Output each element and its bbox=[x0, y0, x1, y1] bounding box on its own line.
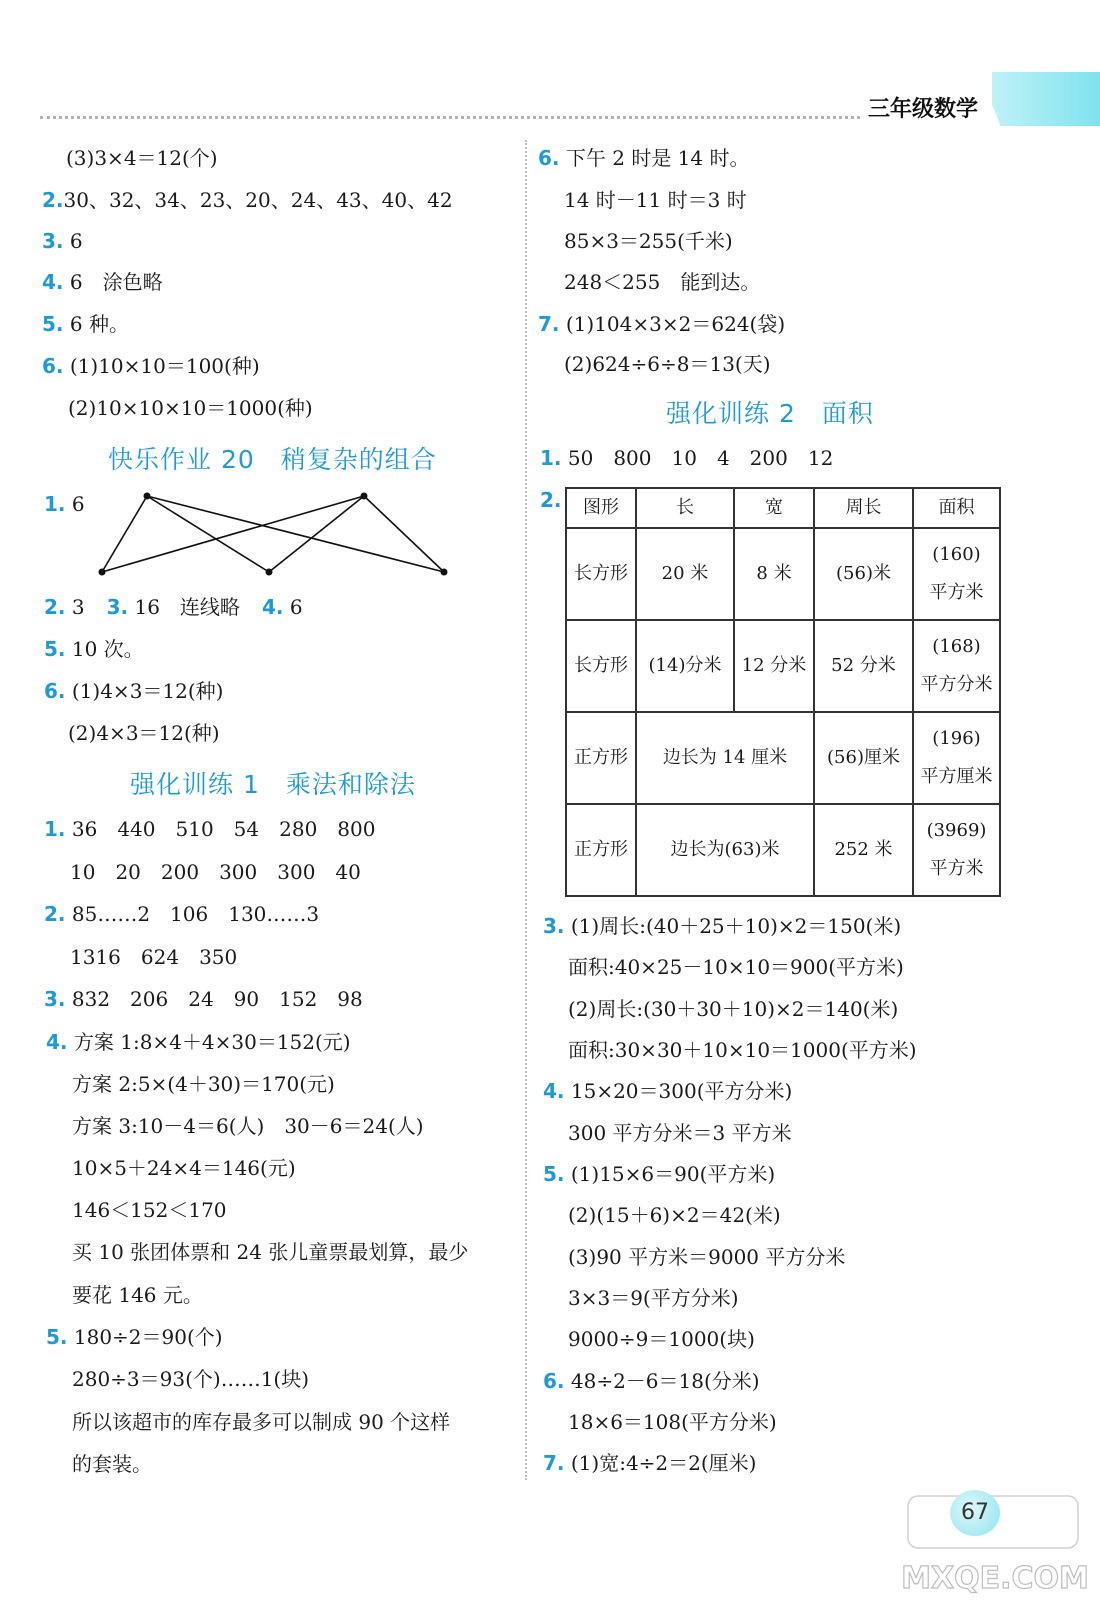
diagram-point bbox=[266, 569, 273, 576]
question-number: 2. bbox=[44, 902, 66, 926]
answer-text: 6 bbox=[69, 229, 83, 253]
answer-line bbox=[70, 858, 361, 886]
question-number: 3. bbox=[44, 987, 66, 1011]
question-number: 3. bbox=[106, 595, 129, 619]
answer-text: 85×3＝255(千米) bbox=[564, 229, 733, 253]
table-header-row bbox=[566, 488, 1000, 528]
answer-text: 6 涂色略 bbox=[69, 270, 163, 294]
question-number: 6. bbox=[44, 679, 66, 703]
table-row bbox=[566, 620, 1000, 712]
question-number: 2. bbox=[42, 188, 64, 212]
answer-line bbox=[568, 995, 898, 1023]
answer-text: 300 平方分米＝3 平方米 bbox=[568, 1121, 792, 1145]
table-cell: 边长为(63)米 bbox=[636, 804, 814, 896]
question-number: 6. bbox=[42, 354, 64, 378]
table-cell: 52 分米 bbox=[814, 620, 913, 712]
answer-text: 280÷3＝93(个)……1(块) bbox=[72, 1367, 310, 1391]
diagram-line bbox=[269, 496, 364, 572]
diagram-line bbox=[364, 496, 444, 572]
answer-text: 9000÷9＝1000(块) bbox=[568, 1327, 755, 1351]
question-number: 4. bbox=[42, 270, 64, 294]
table-cell: 20 米 bbox=[636, 528, 734, 620]
answer-text: 10 20 200 300 300 40 bbox=[70, 860, 361, 884]
answer-line bbox=[72, 1196, 227, 1224]
answer-text: (1)104×3×2＝624(袋) bbox=[565, 312, 786, 336]
answer-line bbox=[42, 186, 453, 214]
answer-text: (2)10×10×10＝1000(种) bbox=[68, 396, 313, 420]
header-tab-decoration bbox=[992, 72, 1100, 126]
question-number: 1. bbox=[44, 492, 66, 516]
table-header-cell: 面积 bbox=[913, 488, 1000, 528]
table-cell bbox=[913, 804, 1000, 896]
area-table bbox=[565, 487, 1001, 897]
section-subtitle: 稍复杂的组合 bbox=[280, 445, 437, 474]
answer-line bbox=[564, 227, 733, 255]
answer-line bbox=[72, 1070, 335, 1098]
answer-text: (3)3×4＝12(个) bbox=[66, 146, 218, 170]
section-title: 强化训练 2 bbox=[666, 399, 796, 428]
answer-text: 3×3＝9(平方分米) bbox=[568, 1286, 739, 1310]
answer-line bbox=[564, 268, 760, 296]
answer-line bbox=[568, 1408, 777, 1436]
answer-text: 48÷2－6＝18(分米) bbox=[570, 1369, 760, 1393]
answer-line bbox=[540, 444, 833, 472]
question-number: 6. bbox=[538, 146, 560, 170]
answer-line bbox=[72, 1408, 450, 1436]
table-cell: 正方形 bbox=[566, 712, 636, 804]
table-header-cell: 图形 bbox=[566, 488, 636, 528]
answer-line bbox=[568, 1036, 917, 1064]
answer-line bbox=[568, 953, 904, 981]
answer-text: (2)(15＋6)×2＝42(米) bbox=[568, 1203, 781, 1227]
answer-text: 6 bbox=[289, 595, 303, 619]
answer-line bbox=[44, 593, 303, 621]
diagram-line bbox=[102, 496, 364, 572]
answer-line bbox=[46, 1028, 351, 1056]
question-number: 5. bbox=[42, 312, 64, 336]
table-cell: 边长为 14 厘米 bbox=[636, 712, 814, 804]
answer-text: 下午 2 时是 14 时。 bbox=[565, 146, 750, 170]
question-number: 5. bbox=[44, 637, 66, 661]
answer-line bbox=[72, 1154, 296, 1182]
question-number: 2. bbox=[44, 595, 66, 619]
question-number: 7. bbox=[538, 312, 560, 336]
header-title: 三年级数学 bbox=[868, 97, 979, 122]
answer-line bbox=[72, 1112, 424, 1140]
answer-line bbox=[538, 310, 785, 338]
section-heading bbox=[108, 440, 437, 476]
answer-line bbox=[44, 635, 144, 663]
table-cell: 长方形 bbox=[566, 620, 636, 712]
table-cell: (56)厘米 bbox=[814, 712, 913, 804]
answer-text: 6 bbox=[71, 492, 85, 516]
answer-text: 方案 2:5×(4＋30)＝170(元) bbox=[72, 1072, 335, 1096]
table-cell: 12 分米 bbox=[734, 620, 814, 712]
area-value: (3969) bbox=[926, 820, 987, 841]
answer-text: 832 206 24 90 152 98 bbox=[71, 987, 363, 1011]
answer-line bbox=[44, 900, 319, 928]
answer-line bbox=[543, 1077, 792, 1105]
page-number: 67 bbox=[950, 1490, 1000, 1536]
answer-text: 方案 3:10－4＝6(人) 30－6＝24(人) bbox=[72, 1114, 424, 1138]
section-title: 强化训练 1 bbox=[130, 770, 260, 799]
answer-line bbox=[44, 985, 363, 1013]
question-number: 4. bbox=[543, 1079, 565, 1103]
answer-text: 16 连线略 bbox=[134, 595, 240, 619]
section-heading bbox=[130, 765, 416, 801]
column-divider bbox=[525, 140, 527, 1480]
answer-text: 10 次。 bbox=[71, 637, 144, 661]
question-number: 4. bbox=[46, 1030, 68, 1054]
answer-text: (1)周长:(40＋25＋10)×2＝150(米) bbox=[570, 914, 902, 938]
answer-text: 18×6＝108(平方分米) bbox=[568, 1410, 777, 1434]
answer-text: 85……2 106 130……3 bbox=[71, 902, 320, 926]
table-cell bbox=[913, 620, 1000, 712]
answer-line bbox=[72, 1365, 309, 1393]
table-row bbox=[566, 712, 1000, 804]
area-unit: 平方米 bbox=[929, 858, 984, 879]
answer-text: 要花 146 元。 bbox=[72, 1283, 203, 1307]
section-subtitle: 面积 bbox=[821, 399, 874, 428]
answer-text: 所以该超市的库存最多可以制成 90 个这样 bbox=[72, 1410, 451, 1434]
table-cell bbox=[913, 712, 1000, 804]
area-value: (196) bbox=[932, 728, 981, 749]
answer-text: 方案 1:8×4＋4×30＝152(元) bbox=[73, 1030, 351, 1054]
answer-line bbox=[543, 1160, 775, 1188]
answer-line bbox=[42, 310, 129, 338]
table-cell: (56)米 bbox=[814, 528, 913, 620]
area-value: (160) bbox=[932, 544, 981, 565]
diagram-point bbox=[99, 569, 106, 576]
answer-line bbox=[568, 1201, 781, 1229]
answer-text: 30、32、34、23、20、24、43、40、42 bbox=[63, 188, 453, 212]
answer-text: 面积:40×25－10×10＝900(平方米) bbox=[568, 955, 904, 979]
answer-line bbox=[68, 719, 220, 747]
answer-text: 248＜255 能到达。 bbox=[564, 270, 761, 294]
answer-line bbox=[72, 1238, 468, 1266]
answer-text: 146＜152＜170 bbox=[72, 1198, 227, 1222]
answer-text: 15×20＝300(平方分米) bbox=[570, 1079, 793, 1103]
section-title: 快乐作业 20 bbox=[108, 445, 255, 474]
answer-line bbox=[68, 394, 313, 422]
diagram-point bbox=[144, 493, 151, 500]
answer-text: (1)10×10＝100(种) bbox=[69, 354, 260, 378]
diagram-line bbox=[147, 496, 444, 572]
answer-line bbox=[540, 486, 562, 514]
section-heading bbox=[666, 394, 874, 430]
answer-line bbox=[72, 1281, 203, 1309]
table-cell: 长方形 bbox=[566, 528, 636, 620]
answer-text: (2)周长:(30＋30＋10)×2＝140(米) bbox=[568, 997, 899, 1021]
answer-text: 180÷2＝90(个) bbox=[73, 1325, 223, 1349]
answer-text: 的套装。 bbox=[72, 1452, 152, 1476]
answer-text: 1316 624 350 bbox=[70, 945, 238, 969]
answer-text: 50 800 10 4 200 12 bbox=[567, 446, 834, 470]
table-row bbox=[566, 804, 1000, 896]
answer-text: (1)宽:4÷2＝2(厘米) bbox=[570, 1451, 757, 1475]
diagram-point bbox=[361, 493, 368, 500]
area-value: (168) bbox=[932, 636, 981, 657]
answer-line bbox=[538, 144, 749, 172]
answer-line bbox=[568, 1119, 792, 1147]
question-number: 3. bbox=[543, 914, 565, 938]
answer-line bbox=[42, 227, 83, 255]
answer-text: (2)624÷6÷8＝13(天) bbox=[564, 352, 771, 376]
answer-text: 买 10 张团体票和 24 张儿童票最划算，最少 bbox=[72, 1240, 469, 1264]
answer-text: 10×5＋24×4＝146(元) bbox=[72, 1156, 296, 1180]
table-header-cell: 宽 bbox=[734, 488, 814, 528]
answer-text: 面积:30×30＋10×10＝1000(平方米) bbox=[568, 1038, 917, 1062]
answer-line bbox=[543, 912, 901, 940]
table-row bbox=[566, 528, 1000, 620]
answer-line bbox=[543, 1367, 760, 1395]
table-cell: 正方形 bbox=[566, 804, 636, 896]
answer-line bbox=[568, 1284, 739, 1312]
combination-line-diagram bbox=[92, 488, 452, 580]
table-header-cell: 长 bbox=[636, 488, 734, 528]
page-header bbox=[0, 0, 1100, 140]
question-number: 5. bbox=[543, 1162, 565, 1186]
answer-line bbox=[44, 490, 85, 518]
answer-line bbox=[42, 352, 260, 380]
question-number: 1. bbox=[44, 817, 66, 841]
header-dotted-rule bbox=[40, 116, 860, 119]
question-number: 5. bbox=[46, 1325, 68, 1349]
table-header-cell: 周长 bbox=[814, 488, 913, 528]
table-cell bbox=[913, 528, 1000, 620]
question-number: 7. bbox=[543, 1451, 565, 1475]
answer-line bbox=[72, 1450, 152, 1478]
answer-text: (1)15×6＝90(平方米) bbox=[570, 1162, 776, 1186]
watermark-text: MXQE.COM bbox=[901, 1561, 1089, 1596]
answer-line bbox=[66, 144, 218, 172]
table-cell: 252 米 bbox=[814, 804, 913, 896]
question-number: 6. bbox=[543, 1369, 565, 1393]
section-subtitle: 乘法和除法 bbox=[285, 770, 416, 799]
answer-line bbox=[42, 268, 163, 296]
area-unit: 平方分米 bbox=[920, 674, 993, 695]
question-number: 3. bbox=[42, 229, 64, 253]
question-number: 4. bbox=[261, 595, 284, 619]
answer-line bbox=[564, 350, 771, 378]
answer-text: 36 440 510 54 280 800 bbox=[71, 817, 376, 841]
answer-text: 6 种。 bbox=[69, 312, 129, 336]
answer-line bbox=[44, 815, 375, 843]
area-unit: 平方厘米 bbox=[920, 766, 993, 787]
question-number: 1. bbox=[540, 446, 562, 470]
answer-text: 3 bbox=[71, 595, 85, 619]
area-unit: 平方米 bbox=[929, 582, 984, 603]
table-cell: 8 米 bbox=[734, 528, 814, 620]
answer-line bbox=[46, 1323, 223, 1351]
question-number: 2. bbox=[540, 488, 562, 512]
answer-line bbox=[564, 186, 747, 214]
answer-line bbox=[568, 1325, 755, 1353]
diagram-point bbox=[441, 569, 448, 576]
diagram-line bbox=[147, 496, 269, 572]
answer-line bbox=[543, 1449, 756, 1477]
answer-line bbox=[568, 1243, 845, 1271]
answer-line bbox=[44, 677, 223, 705]
answer-line bbox=[70, 943, 237, 971]
site-watermark bbox=[900, 1476, 1090, 1596]
answer-text: (2)4×3＝12(种) bbox=[68, 721, 220, 745]
table-cell: (14)分米 bbox=[636, 620, 734, 712]
answer-text: (3)90 平方米＝9000 平方分米 bbox=[568, 1245, 846, 1269]
answer-text: (1)4×3＝12(种) bbox=[71, 679, 224, 703]
answer-text: 14 时－11 时＝3 时 bbox=[564, 188, 747, 212]
